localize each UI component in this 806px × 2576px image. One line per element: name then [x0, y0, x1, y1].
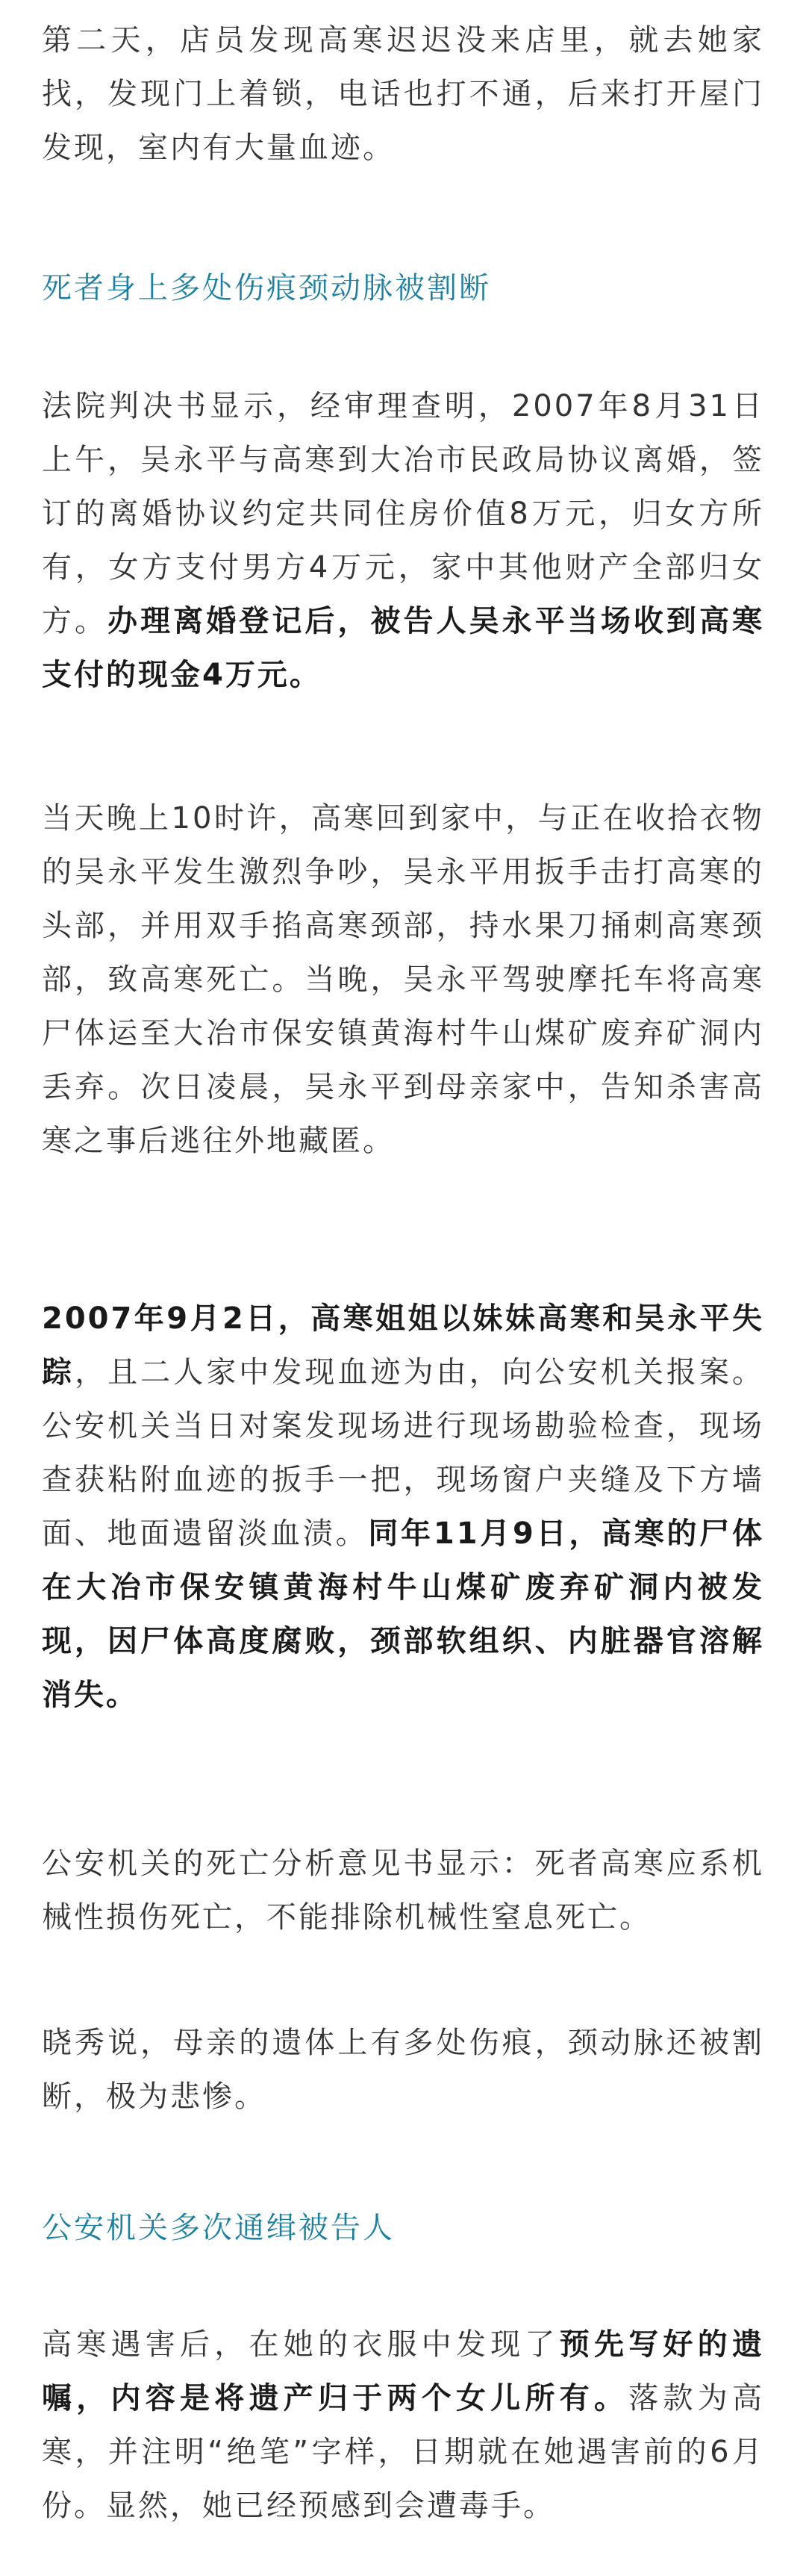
- paragraph-text: 公安机关的死亡分析意见书显示：死者高寒应系机械性损伤死亡，不能排除机械性窒息死亡。: [42, 1847, 764, 1935]
- paragraph-night-of-crime: [42, 791, 764, 1168]
- paragraph-bold-text: 办理离婚登记后，被告人吴永平当场收到高寒支付的现金4万元。: [42, 604, 765, 692]
- paragraph-text: 高寒遇害后，在她的衣服中发现了: [42, 2327, 560, 2362]
- paragraph-text: 晓秀说，母亲的遗体上有多处伤痕，颈动脉还被割断，极为悲惨。: [42, 2026, 764, 2114]
- paragraph-death-analysis: [42, 1837, 764, 1944]
- paragraph-police-report: [42, 1292, 764, 1722]
- paragraph-court-verdict: [42, 379, 764, 702]
- paragraph-bold-text: 2007年9月2日，高寒姐姐以妹妹高寒和吴永平失踪: [42, 1301, 764, 1390]
- paragraph-text: 第二天，店员发现高寒迟迟没来店里，就去她家找，发现门上着锁，电话也打不通，后来打开屋门发现，室内有大量血迹。: [42, 23, 764, 165]
- section-heading-injuries: 死者身上多处伤痕颈动脉被割断: [42, 271, 491, 305]
- paragraph-text-2: 落款为高寒，并注明“绝笔”字样，日期就在她遇害前的6月份。显然，她已经预感到会遭毒手。: [42, 2381, 764, 2523]
- section-heading-wanted: 公安机关多次通缉被告人: [42, 2211, 395, 2245]
- paragraph-store-clerk: [42, 13, 764, 175]
- paragraph-xiaoxiu-quote: [42, 2016, 764, 2124]
- paragraph-text: 法院判决书显示，经审理查明，2007年8月31日上午，吴永平与高寒到大冶市民政局协议离婚，签订的离婚协议约定共同住房价值8万元，归女方所有，女方支付男方4万元，家中其他财产全部归女方。: [42, 389, 764, 638]
- paragraph-bold-text-2: 同年11月9日，高寒的尸体在大冶市保安镇黄海村牛山煤矿废弃矿洞内被发现，因尸体高度腐败，颈部软组织、内脏器官溶解消失。: [42, 1516, 765, 1712]
- paragraph-bold-text: 预先写好的遗嘱，内容是将遗产归于两个女儿所有。: [42, 2327, 764, 2415]
- paragraph-text: ，且二人家中发现血迹为由，向公安机关报案。公安机关当日对案发现场进行现场勘验检查，现场查获粘附血迹的扳手一把，现场窗户夹缝及下方墙面、地面遗留淡血渍。: [42, 1355, 765, 1551]
- paragraph-text: 当天晚上10时许，高寒回到家中，与正在收拾衣物的吴永平发生激烈争吵，吴永平用扳手击打高寒的头部，并用双手掐高寒颈部，持水果刀捅刺高寒颈部，致高寒死亡。当晚，吴永平驾驶摩托车将高寒尸体运至大冶市保安镇黄海村牛山煤矿废弃矿洞内丢弃。次日凌晨，吴永平到母亲家中，告知杀害高寒之事后逃往外地藏匿。: [42, 801, 764, 1158]
- paragraph-will-found: [42, 2318, 764, 2533]
